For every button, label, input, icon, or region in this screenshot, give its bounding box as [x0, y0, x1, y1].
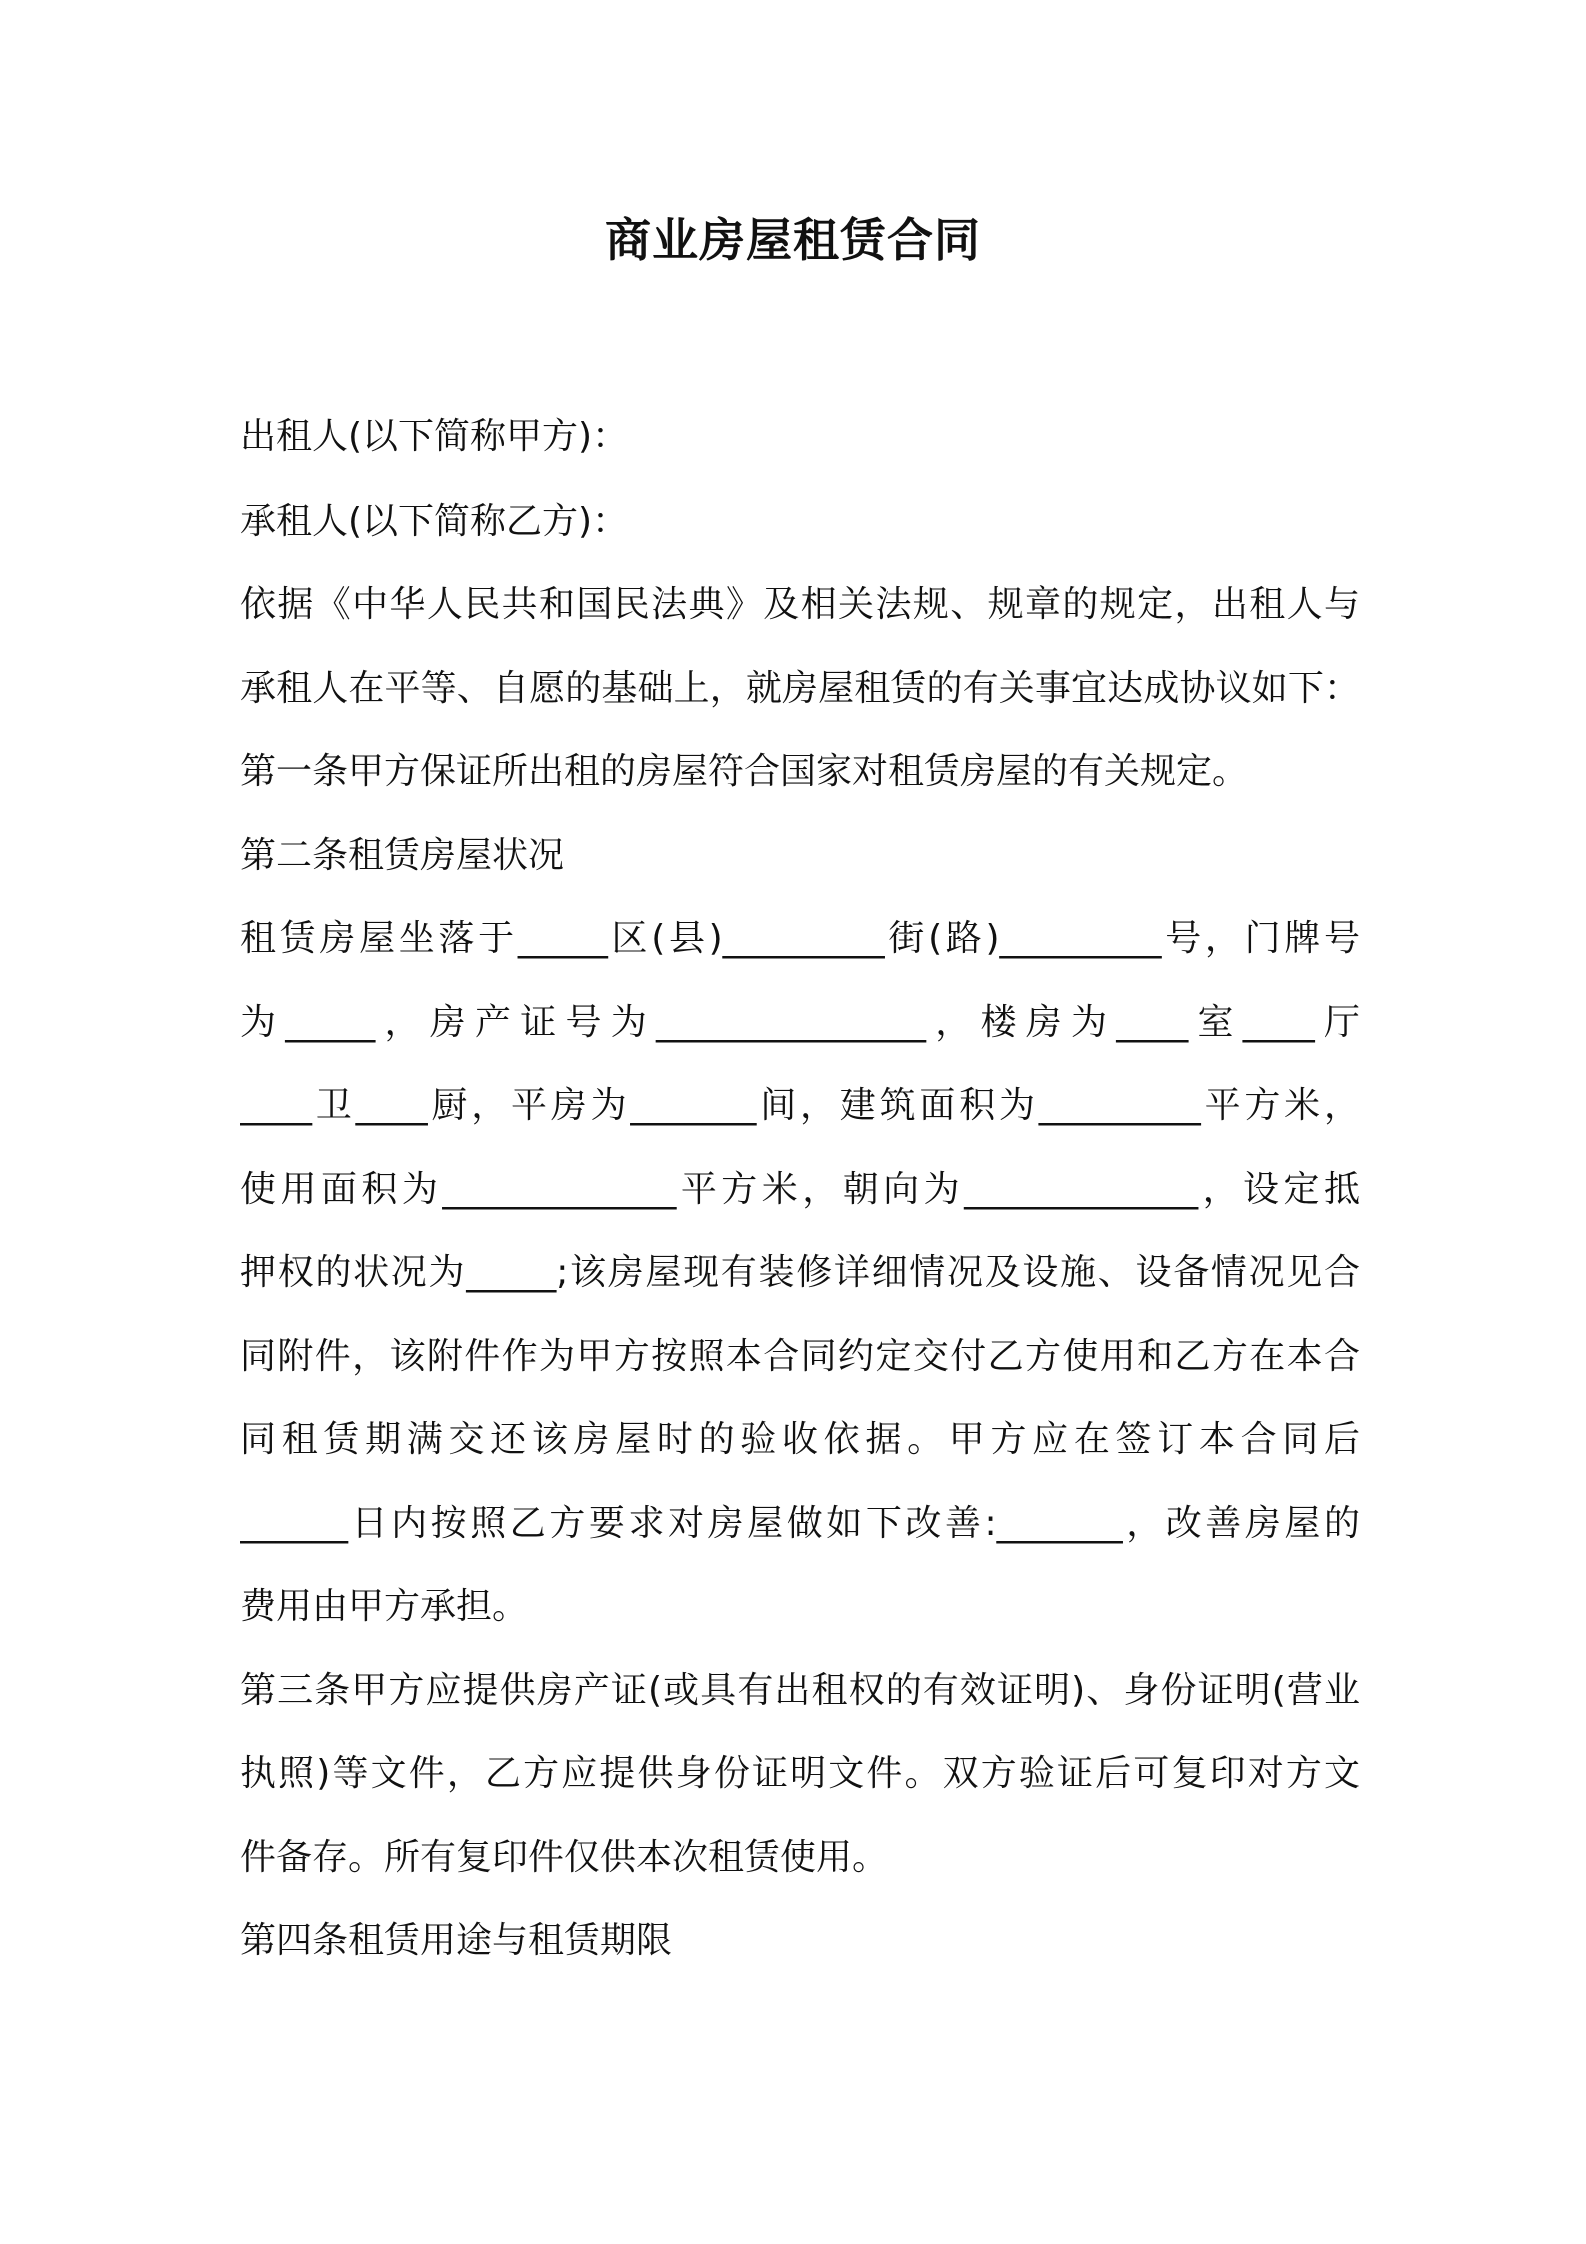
- lessor-line: 出租人(以下简称甲方)：: [240, 416, 629, 457]
- article-2-line-9: 费用由甲方承担。: [240, 1586, 529, 1627]
- article-4-heading: 第四条租赁用途与租赁期限: [240, 1920, 673, 1961]
- preamble-line-2: 承租人在平等、自愿的基础上，就房屋租赁的有关事宜达成协议如下：: [240, 668, 1360, 709]
- article-2-line-8: ______日内按照乙方要求对房屋做如下改善:_______，改善房屋的: [240, 1503, 1360, 1544]
- document-title: 商业房屋租赁合同: [605, 213, 981, 267]
- article-2-line-1: 租赁房屋坐落于_____区(县)_________街(路)_________号，门牌号: [240, 918, 1360, 959]
- article-2-line-5: 押权的状况为_____;该房屋现有装修详细情况及设施、设备情况见合: [240, 1252, 1360, 1293]
- article-2-line-4: 使用面积为_____________平方米，朝向为_____________，设定抵: [240, 1169, 1360, 1210]
- article-3-line-3: 件备存。所有复印件仅供本次租赁使用。: [240, 1837, 889, 1878]
- lessee-line: 承租人(以下简称乙方)：: [240, 501, 629, 542]
- article-2-line-6: 同附件，该附件作为甲方按照本合同约定交付乙方使用和乙方在本合: [240, 1336, 1360, 1377]
- article-3-line-2: 执照)等文件，乙方应提供身份证明文件。双方验证后可复印对方文: [240, 1753, 1360, 1794]
- article-1-line: 第一条甲方保证所出租的房屋符合国家对租赁房屋的有关规定。: [240, 751, 1249, 792]
- article-2-line-2: 为_____，房产证号为_______________，楼房为____室____厅: [240, 1002, 1360, 1043]
- article-3-line-1: 第三条甲方应提供房产证(或具有出租权的有效证明)、身份证明(营业: [240, 1670, 1360, 1711]
- preamble-line-1: 依据《中华人民共和国民法典》及相关法规、规章的规定，出租人与: [240, 584, 1360, 625]
- article-2-heading: 第二条租赁房屋状况: [240, 835, 565, 876]
- article-2-line-3: ____卫____厨，平房为_______间，建筑面积为_________平方米，: [240, 1085, 1360, 1126]
- article-2-line-7: 同租赁期满交还该房屋时的验收依据。甲方应在签订本合同后: [240, 1419, 1360, 1460]
